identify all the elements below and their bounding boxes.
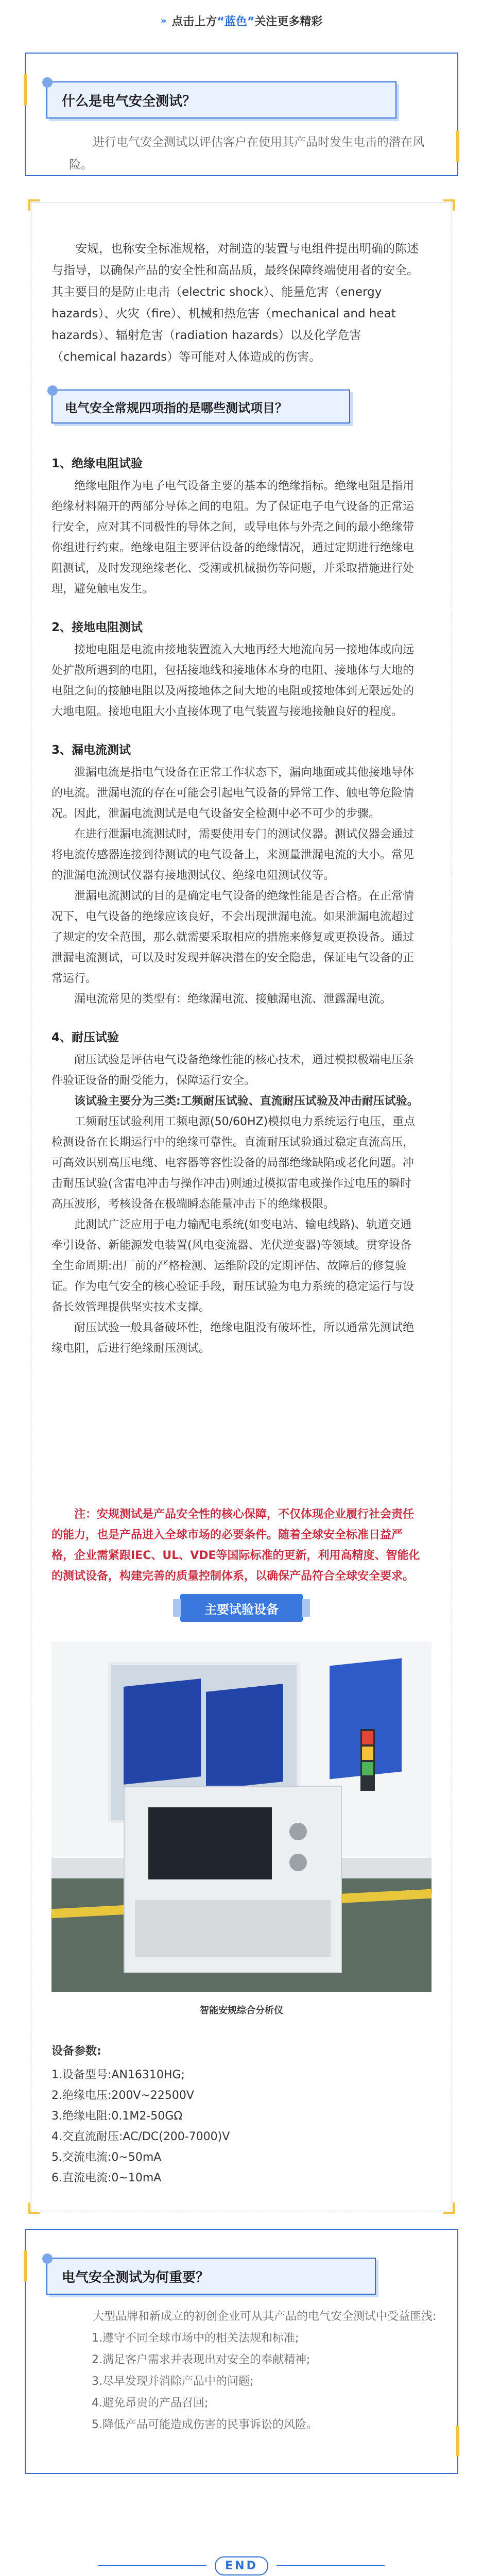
reason-item: 5.降低产品可能造成伤害的民事诉讼的风险。 — [92, 2418, 318, 2431]
reason-item: 4.避免昂贵的产品召回; — [92, 2397, 209, 2410]
follow-prefix: 点击上方 — [171, 15, 217, 28]
end-marker — [0, 2550, 483, 2576]
corner-bracket-icon — [443, 199, 455, 211]
test-item-paragraph: 工频耐压试验利用工频电源(50/60HZ)模拟电力系统运行电压，重点检测设备在长期运行中的绝缘可靠性。直流耐压试验通过稳定直流高压，可高效识别高压电缆、电容器等容性设备的局部绝缘缺陷或老化问题。冲击耐压试验(含雷电冲击与操作冲击)则通过模拟雷电或操作过电压的瞬时高压波形，考核设备在极端瞬态能量冲击下的绝缘极限。 — [51, 1115, 416, 1211]
accent-bar — [24, 74, 27, 105]
test-item-paragraph: 耐压试验一般具备破坏性，绝缘电阻没有破坏性，所以通常先测试绝缘电阻，后进行绝缘耐压测试。 — [51, 1321, 415, 1355]
equipment-banner — [180, 1594, 303, 1622]
follow-suffix: 关注更多精彩 — [254, 15, 323, 28]
param-item: 1.设备型号:AN16310HG; — [51, 2069, 185, 2081]
section-title-box — [46, 81, 396, 118]
circle-dot-icon — [47, 385, 58, 396]
equipment-photo — [51, 1641, 432, 1992]
test-item-heading: 4、耐压试验 — [51, 1031, 119, 1044]
param-item: 6.直流电流:0~10mA — [51, 2172, 162, 2184]
section-title: 电气安全常规四项指的是哪些测试项目？ — [65, 400, 287, 415]
section-title-box — [51, 389, 350, 423]
test-items-content — [51, 453, 422, 1359]
test-item-paragraph: 漏电流常见的类型有：绝缘漏电流、接触漏电流、泄露漏电流。 — [74, 993, 392, 1006]
lamp-red — [362, 1731, 373, 1744]
param-item: 3.绝缘电阻:0.1M2-50GΩ — [51, 2110, 183, 2123]
end-badge: END — [215, 2556, 268, 2575]
equipment-params — [51, 2041, 422, 2189]
test-item-paragraph: 泄漏电流是指电气设备在正常工作状态下，漏向地面或其他接地导体的电流。泄漏电流的存在可能会引起电气设备的异常工作、触电等危险情况。因此，泄漏电流测试是电气设备安全检测中必不可少的步骤。 — [51, 766, 415, 820]
follow-highlight[interactable]: “蓝色” — [217, 15, 255, 28]
device-panel — [135, 1900, 331, 1957]
corner-bracket-icon — [443, 2202, 455, 2214]
test-item-paragraph: 接地电阻是电流由接地装置流入大地再经大地流向另一接地体或向远处扩散所遇到的电阻，包括接地线和接地体本身的电阻、接地体与大地的电阻之间的接触电阻以及两接地体之间大地的电阻或接地体到无限远处的大地电阻。接地电阻大小直接体现了电气装置与接地接触良好的程度。 — [51, 643, 415, 718]
test-item-paragraph: 此测试广泛应用于电力输配电系统(如变电站、输电线路)、轨道交通牵引设备、新能源发电装置(风电变流器、光伏逆变器)等领域。贯穿设备全生命周期:出厂前的严格检测、运维阶段的定期评估、故障后的修复验证。作为电气安全的核心验证手段，耐压试验为电力系统的稳定运行与设备长效管理提供坚实技术支撑。 — [51, 1218, 415, 1314]
corner-bracket-icon — [28, 2202, 40, 2214]
divider-line — [277, 2565, 385, 2566]
test-item-heading: 3、漏电流测试 — [51, 743, 131, 757]
accent-bar — [24, 2250, 27, 2281]
section-why-important — [25, 2229, 458, 2474]
test-item-heading: 2、接地电阻测试 — [51, 621, 143, 634]
device-knob — [289, 1854, 307, 1871]
accent-bar — [456, 2426, 459, 2456]
test-item-paragraph: 在进行泄漏电流测试时，需要使用专门的测试仪器。测试仪器会通过将电流传感器连接到待测试的电气设备上，来测量泄漏电流的大小。常见的泄漏电流测试仪器有接地测试仪、绝缘电阻测试仪等。 — [51, 828, 415, 882]
section-lead: 大型品牌和新成立的初创企业可从其产品的电气安全测试中受益匪浅: — [93, 2310, 437, 2323]
test-item-heading: 1、绝缘电阻试验 — [51, 457, 143, 470]
device-knob — [289, 1823, 307, 1840]
safety-analyzer-device — [124, 1786, 342, 1973]
section-title: 什么是电气安全测试？ — [62, 93, 196, 109]
section-body: 进行电气安全测试以评估客户在使用其产品时发生电击的潜在风险。 — [69, 135, 424, 172]
param-item: 2.绝缘电压:200V~22500V — [51, 2089, 194, 2102]
reason-item: 3.尽早发现并消除产品中的问题; — [92, 2375, 254, 2388]
intro-paragraph: 安规，也称安全标准规格，对制造的装置与电组件提出明确的陈述与指导，以确保产品的安全性和高品质，最终保障终端使用者的安全。其主要目的是防止电击（electric shock）、能量危害（energy hazards）、火灾（fire）、机械和热危害（mechanical and heat hazards）、辐射危害（radiation hazards）以及化学危害（chemical hazards）等可能对人体造成的伤害。 — [51, 242, 419, 364]
divider-line — [98, 2565, 206, 2566]
lamp-yellow — [362, 1747, 373, 1760]
circle-dot-icon — [42, 77, 53, 88]
circle-dot-icon — [42, 2253, 53, 2264]
section-body — [69, 2306, 440, 2436]
reason-item: 2.满足客户需求并表现出对安全的奉献精神; — [92, 2353, 310, 2366]
photo-board — [206, 1684, 283, 1790]
accent-bar — [456, 131, 459, 162]
test-item-paragraph: 耐压试验是评估电气设备绝缘性能的核心技术，通过模拟极端电压条件验证设备的耐受能力，保障运行安全。 — [51, 1054, 415, 1087]
test-item-paragraph: 绝缘电阻作为电子电气设备主要的基本的绝缘指标。绝缘电阻是指用绝缘材料隔开的两部分导体之间的电阻。为了保证电子电气设备的正常运行安全，应对其不同极性的导体之间，或导电体与外壳之间的最小绝缘带你组进行约束。绝缘电阻主要评估设备的绝缘情况，通过定期进行绝缘电阻测试，及时发现绝缘老化、受潮或机械损伤等问题，并采取措施进行处理，避免触电发生。 — [51, 480, 415, 596]
equipment-banner-label: 主要试验设备 — [204, 1602, 279, 1617]
double-chevron-down-icon: » — [160, 15, 167, 26]
photo-caption: 智能安规综合分析仪 — [200, 2005, 283, 2016]
photo-board — [124, 1679, 201, 1785]
params-heading: 设备参数: — [51, 2045, 101, 2058]
lamp-green — [362, 1762, 373, 1775]
param-item: 5.交流电流:0~50mA — [51, 2151, 162, 2164]
test-item-paragraph: 泄漏电流测试的目的是确定电气设备的绝缘性能是否合格。在正常情况下，电气设备的绝缘应该良好，不会出现泄漏电流。如果泄漏电流超过了规定的安全范围，那么就需要采取相应的措施来修复或更换设备。通过泄漏电流测试，可以及时发现并解决潜在的安全隐患，保证电气设备的正常运行。 — [51, 890, 415, 985]
section-what-is-test — [25, 53, 458, 176]
device-screen — [148, 1807, 272, 1879]
reason-list — [69, 2328, 440, 2436]
follow-header — [0, 0, 483, 41]
reason-item: 1.遵守不同全球市场中的相关法规和标准; — [92, 2332, 299, 2345]
notice-paragraph: 注：安规测试是产品安全性的核心保障，不仅体现企业履行社会责任的能力，也是产品进入全球市场的必要条件。随着全球安全标准日益严格，企业需紧跟IEC、UL、VDE等国际标准的更新，利用高精度、智能化的测试设备，构建完善的质量控制体系，以确保产品符合全球安全要求。 — [51, 1508, 420, 1583]
params-list — [51, 2065, 422, 2189]
test-item-paragraph: 该试验主要分为三类:工频耐压试验、直流耐压试验及冲击耐压试验。 — [74, 1095, 419, 1108]
section-title: 电气安全测试为何重要？ — [62, 2269, 210, 2285]
corner-bracket-icon — [28, 199, 40, 211]
section-title-box — [46, 2258, 376, 2295]
signal-tower-lamp — [360, 1729, 375, 1791]
param-item: 4.交直流耐压:AC/DC(200-7000)V — [51, 2130, 230, 2143]
